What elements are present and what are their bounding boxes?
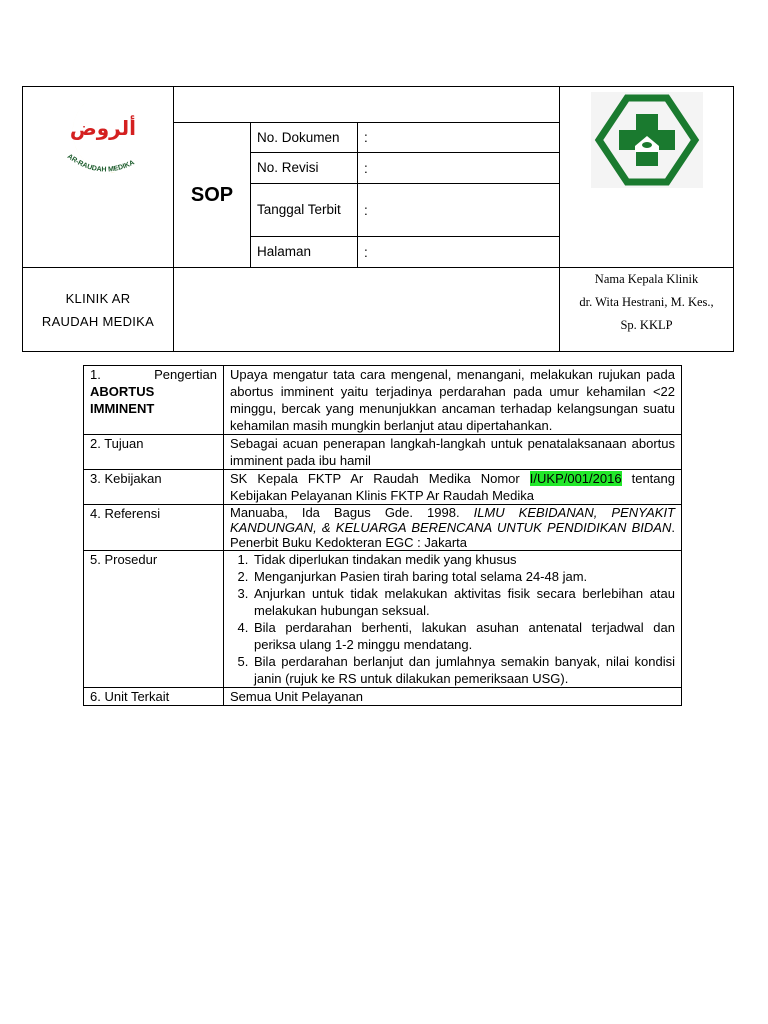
prosedur-step: 2. Menganjurkan Pasien tirah baring total selama 24-48 jam. bbox=[252, 568, 675, 585]
prosedur-step: 3. Anjurkan untuk tidak melakukan aktivitas fisik secara berlebihan atau melakukan hubungan seksual. bbox=[252, 585, 675, 619]
sop-header-table bbox=[22, 86, 734, 352]
referensi-text-cell bbox=[224, 505, 682, 551]
clinic-logo-cell bbox=[23, 87, 174, 268]
clinic-name-cell bbox=[23, 268, 174, 352]
kebijakan-label: 3. Kebijakan bbox=[84, 470, 224, 505]
sop-content-table bbox=[83, 365, 682, 706]
health-cross-logo bbox=[591, 92, 703, 188]
table-row bbox=[84, 470, 682, 505]
kebijakan-text-post: tentang Kebijakan Pelayanan Klinis FKTP Ar Raudah Medika bbox=[230, 471, 675, 503]
no-revisi-label: No. Revisi bbox=[251, 153, 358, 184]
prosedur-steps-cell bbox=[224, 551, 682, 688]
tujuan-label: 2. Tujuan bbox=[84, 435, 224, 470]
dinkes-logo-cell bbox=[560, 87, 734, 268]
halaman-value: : bbox=[358, 237, 560, 268]
pengertian-subject: ABORTUS IMMINENT bbox=[90, 384, 155, 416]
tujuan-text: Sebagai acuan penerapan langkah-langkah untuk penatalaksanaan abortus imminent pada ibu hamil bbox=[224, 435, 682, 470]
clinic-head-cell bbox=[560, 268, 734, 352]
prosedur-label: 5. Prosedur bbox=[84, 551, 224, 688]
referensi-book-title: ILMU KEBIDANAN, PENYAKIT KANDUNGAN, & KELUARGA BERENCANA UNTUK PENDIDIKAN BIDAN bbox=[230, 505, 675, 535]
table-row bbox=[84, 551, 682, 688]
pengertian-label: Pengertian bbox=[154, 367, 217, 382]
table-row bbox=[84, 366, 682, 435]
clinic-head-name: dr. Wita Hestrani, M. Kes., bbox=[579, 295, 714, 309]
prosedur-step: 4. Bila perdarahan berhenti, lakukan asuhan antenatal terjadwal dan periksa ulang 1-2 minggu mendatang. bbox=[252, 619, 675, 653]
prosedur-list bbox=[230, 551, 675, 687]
clinic-name-line1: KLINIK AR bbox=[65, 290, 131, 306]
prosedur-step: 5. Bila perdarahan berlanjut dan jumlahnya semakin banyak, nilai kondisi janin (rujuk ke RS untuk dilakukan pemeriksaan USG). bbox=[252, 653, 675, 687]
ar-raudah-logo bbox=[23, 87, 174, 267]
logo-arabic-text: ألروض bbox=[69, 116, 136, 140]
table-row bbox=[84, 435, 682, 470]
svg-text:AR-RAUDAH MEDIKA bbox=[66, 153, 136, 174]
pengertian-label-cell bbox=[84, 366, 224, 435]
tanggal-terbit-label: Tanggal Terbit bbox=[251, 184, 358, 237]
tanggal-terbit-value: : bbox=[358, 184, 560, 237]
unit-label: 6. Unit Terkait bbox=[84, 688, 224, 706]
clinic-head-title: Nama Kepala Klinik bbox=[594, 272, 699, 286]
clinic-head-degree: Sp. KKLP bbox=[620, 318, 673, 332]
referensi-author: Manuaba, Ida Bagus Gde. 1998. bbox=[230, 505, 474, 520]
sop-label: SOP bbox=[174, 123, 251, 268]
kebijakan-sk-number: I/UKP/001/2016 bbox=[529, 471, 622, 486]
no-dokumen-label: No. Dokumen bbox=[251, 123, 358, 153]
pengertian-num: 1. bbox=[90, 367, 101, 382]
prosedur-step: 1. Tidak diperlukan tindakan medik yang khusus bbox=[252, 551, 675, 568]
halaman-label: Halaman bbox=[251, 237, 358, 268]
blank-cell bbox=[174, 268, 560, 352]
logo-latin-text: AR-RAUDAH MEDIKA bbox=[65, 153, 136, 174]
table-row bbox=[84, 505, 682, 551]
no-dokumen-value: : bbox=[358, 123, 560, 153]
referensi-label: 4. Referensi bbox=[84, 505, 224, 551]
pengertian-text: Upaya mengatur tata cara mengenal, menangani, melakukan rujukan pada abortus imminent yaitu terjadinya perdarahan pada umur kehamilan <22 minggu, bercak yang menunjukkan ancaman terhadap kelangsungan suatu kehamilan masih mungkin berlanjut atau dipertahankan. bbox=[224, 366, 682, 435]
unit-text: Semua Unit Pelayanan bbox=[224, 688, 682, 706]
kebijakan-text-cell bbox=[224, 470, 682, 505]
referensi-publisher: . Penerbit Buku Kedokteran EGC : Jakarta bbox=[230, 520, 675, 550]
header-title-cell bbox=[174, 87, 560, 123]
clinic-name-line2: RAUDAH MEDIKA bbox=[41, 313, 155, 329]
table-row bbox=[84, 688, 682, 706]
kebijakan-text-pre: SK Kepala FKTP Ar Raudah Medika Nomor bbox=[230, 471, 530, 486]
no-revisi-value: : bbox=[358, 153, 560, 184]
